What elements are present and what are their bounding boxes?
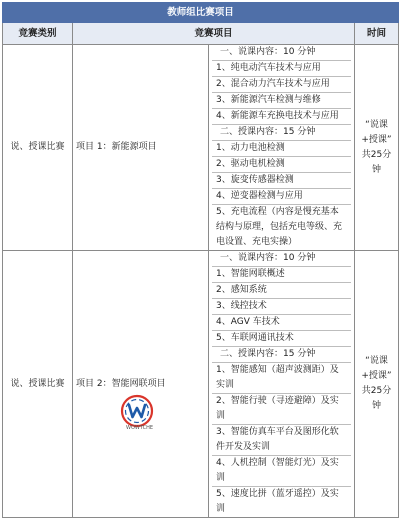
list-item: 4、逆变器检测与应用 <box>212 189 351 205</box>
list-item: 2、智能行驶（寻迹避障）及实训 <box>212 394 351 425</box>
list-item: 1、纯电动汽车技术与应用 <box>212 61 351 77</box>
list-item: 4、新能源车充换电技术与应用 <box>212 109 351 125</box>
list-item: 二、授课内容：15 分钟 <box>212 125 351 141</box>
list-item: 3、智能仿真车平台及图形化软件开发及实训 <box>212 425 351 456</box>
row-2-items <box>209 251 355 518</box>
list-item: 2、感知系统 <box>212 283 351 299</box>
list-item: 4、人机控制（智能灯光）及实训 <box>212 456 351 487</box>
title-row <box>3 3 399 23</box>
header-project: 竞赛项目 <box>73 23 355 45</box>
list-item: 1、智能网联概述 <box>212 267 351 283</box>
time-line: 钟 <box>372 401 382 411</box>
list-item: 二、授课内容：15 分钟 <box>212 347 351 363</box>
list-item: 3、新能源汽车检测与维修 <box>212 93 351 109</box>
row-1-items <box>209 45 355 251</box>
list-item: 1、动力电池检测 <box>212 141 351 157</box>
time-line: +授课” <box>361 371 392 381</box>
time-line: “说课 <box>365 119 388 130</box>
list-item: 4、AGV 车技术 <box>212 315 351 331</box>
header-type: 竞赛类别 <box>3 23 73 45</box>
list-item: 5、速度比拼（蓝牙遥控）及实训 <box>216 489 339 514</box>
row-2-time <box>355 251 399 518</box>
row-2-type: 说、授课比赛 <box>3 251 73 518</box>
list-item: 5、车联网通讯技术 <box>212 331 351 347</box>
header-time: 时间 <box>355 23 399 45</box>
table-row <box>3 45 399 251</box>
row-2-project: 项目 2：智能网联项目 <box>73 251 209 518</box>
time-line: 共25分 <box>361 386 392 396</box>
list-item: 2、混合动力汽车技术与应用 <box>212 77 351 93</box>
competition-table <box>2 2 399 518</box>
list-item: 一、说课内容：10 分钟 <box>212 45 351 61</box>
table-title: 教师组比赛项目 <box>3 3 399 23</box>
list-item: 1、智能感知（超声波测距）及实训 <box>212 363 351 394</box>
time-line: “说课 <box>365 356 388 366</box>
table-row <box>3 251 399 518</box>
list-item: 3、线控技术 <box>212 299 351 315</box>
list-item: 一、说课内容：10 分钟 <box>212 251 351 267</box>
list-item: 5、充电流程（内容是慢充基本结构与原理，包括充电等级、充电设置、充电实操） <box>216 207 343 247</box>
watermark-logo-icon <box>120 394 154 428</box>
row-1-project: 项目 1：新能源项目 <box>73 45 209 251</box>
row-1-time <box>355 45 399 251</box>
watermark-text: WOWTCHE <box>126 425 153 431</box>
header-row <box>3 23 399 45</box>
time-line: +授课” <box>361 134 392 145</box>
time-line: 钟 <box>372 164 382 175</box>
list-item: 3、旋变传感器检测 <box>212 173 351 189</box>
time-line: 共25分 <box>361 149 392 160</box>
row-1-type: 说、授课比赛 <box>3 45 73 251</box>
list-item: 2、驱动电机检测 <box>212 157 351 173</box>
